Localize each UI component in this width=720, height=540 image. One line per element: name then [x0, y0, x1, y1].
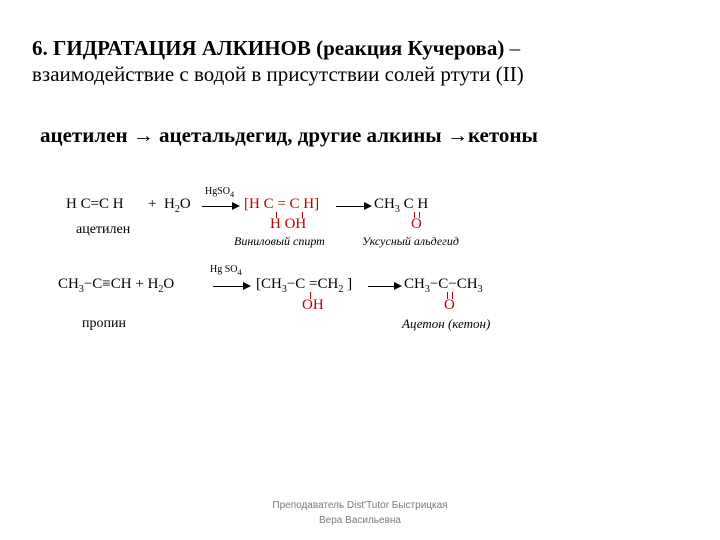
r1-arrow-2	[336, 206, 366, 207]
footer-line-2: Вера Васильевна	[319, 515, 401, 526]
r1-intermediate: [H C = C H]	[244, 196, 320, 212]
r1-reactant: H C=C H	[66, 196, 124, 212]
title-dash: –	[504, 36, 521, 60]
title-main: 6. ГИДРАТАЦИЯ АЛКИНОВ	[32, 36, 311, 60]
r1-arrow-1	[202, 206, 234, 207]
r2-intermediate-oh: OH	[302, 297, 324, 313]
r2-intermediate: [$CH_3-C =CH_2$ ]	[256, 276, 353, 295]
r2-product: $CH_3-C-CH_3$	[404, 276, 483, 295]
r2-arrow-1	[213, 286, 245, 287]
r2-product-oxygen: O	[444, 297, 455, 313]
r1-arrow-2-head	[364, 202, 372, 210]
r1-water: $H_2O$	[164, 196, 191, 215]
footer-author	[0, 498, 720, 528]
r1-catalyst: HgSO$_4$	[205, 186, 235, 199]
footer-line-1: Преподаватель Dist'Tutor Быстрицкая	[272, 500, 448, 511]
r1-intermediate-sub: H OH	[270, 216, 307, 232]
title-reaction-name: (реакция Кучерова)	[316, 36, 505, 60]
r1-product: $CH_3$ C H	[374, 196, 429, 215]
r1-plus: +	[148, 196, 157, 212]
r1-product-oxygen: O	[411, 216, 422, 232]
summary-line: ацетилен → ацетальдегид, другие алкины →кетоны	[40, 123, 538, 147]
slide-subtitle: взаимодействие с водой в присутствии солей ртути (II)	[32, 62, 524, 86]
r2-label-product: Ацетон (кетон)	[402, 316, 491, 331]
slide-title	[32, 36, 520, 61]
r2-reactant: $CH_3-C\equiv CH + H_2O$	[58, 276, 175, 295]
r1-label-reactant: ацетилен	[76, 222, 131, 237]
r2-arrow-1-head	[243, 282, 251, 290]
r1-label-intermediate: Виниловый спирт	[234, 234, 325, 248]
r2-catalyst: Hg $SO_4$	[210, 264, 242, 277]
r2-label-reactant: пропин	[82, 316, 126, 331]
r2-arrow-2-head	[394, 282, 402, 290]
r2-arrow-2	[368, 286, 396, 287]
r1-arrow-1-head	[232, 202, 240, 210]
r1-label-product: Уксусный альдегид	[362, 234, 459, 248]
